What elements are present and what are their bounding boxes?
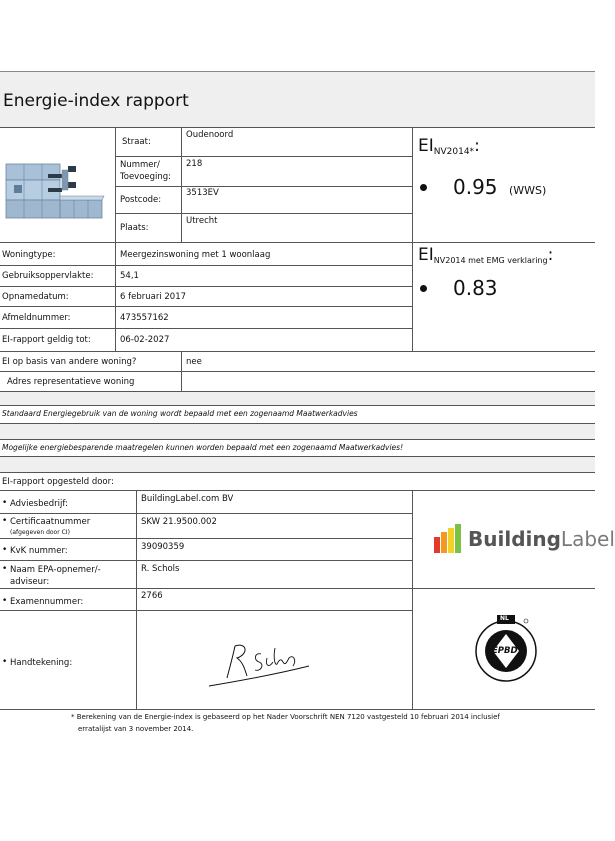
opgesteld-label: EI-rapport opgesteld door: — [2, 477, 114, 487]
spacer-band — [0, 456, 595, 472]
naam-value: R. Schols — [141, 564, 180, 574]
signature-image — [205, 636, 315, 691]
epbd-ring-text — [470, 683, 471, 684]
adviesbedrijf-value: BuildingLabel.com BV — [141, 494, 234, 504]
list-bullet: • — [2, 498, 8, 508]
woningtype-value: Meergezinswoning met 1 woonlaag — [120, 250, 271, 260]
oppervlakte-label: Gebruiksoppervlakte: — [2, 271, 94, 281]
geldig-value: 06-02-2027 — [120, 335, 170, 345]
adviesbedrijf-label: Adviesbedrijf: — [10, 499, 68, 509]
nummer-label: Nummer/ — [120, 160, 160, 170]
building-icon — [4, 160, 106, 222]
woningtype-label: Woningtype: — [2, 250, 56, 260]
opnamedatum-value: 6 februari 2017 — [120, 292, 187, 302]
list-bullet: • — [2, 596, 8, 606]
examen-label: Examennummer: — [10, 597, 84, 607]
ei-nv2014-value: 0.95 — [453, 175, 498, 199]
naam-label: Naam EPA-opnemer/- — [10, 565, 101, 575]
naam-label-2: adviseur: — [10, 577, 50, 587]
kvk-label: KvK nummer: — [10, 546, 68, 556]
postcode-value: 3513EV — [186, 188, 219, 198]
plaats-value: Utrecht — [186, 216, 218, 226]
epbd-badge: NL — [500, 615, 509, 622]
cert-sub-label: (afgegeven door CI) — [10, 529, 70, 536]
buildinglabel-logo-icon — [433, 521, 465, 555]
list-bullet: • — [2, 545, 8, 555]
cert-value: SKW 21.9500.002 — [141, 517, 217, 527]
examen-value: 2766 — [141, 591, 163, 601]
page-title: Energie-index rapport — [3, 91, 189, 111]
list-bullet: • — [2, 657, 8, 667]
spacer-band — [0, 391, 595, 405]
ei-emg-heading: $EI_{NV2014 met EMG verklaring}$: — [418, 245, 554, 265]
toevoeging-label: Toevoeging: — [120, 172, 172, 182]
list-bullet: • — [2, 516, 8, 526]
bullet-icon — [420, 285, 427, 292]
bullet-icon — [420, 184, 427, 191]
handtekening-label: Handtekening: — [10, 658, 73, 668]
list-bullet: • — [2, 564, 8, 574]
nummer-value: 218 — [186, 159, 203, 169]
plaats-label: Plaats: — [120, 223, 149, 233]
footnote-line-1: * Berekening van de Energie-index is gebaseerd op het Nader Voorschrift NEN 7120 vastgesteld 10 februari 2014 inclusief — [71, 713, 500, 721]
opnamedatum-label: Opnamedatum: — [2, 292, 69, 302]
kvk-value: 39090359 — [141, 542, 185, 552]
straat-value: Oudenoord — [186, 130, 234, 140]
note-maatregelen: Mogelijke energiebesparende maatregelen kunnen worden bepaald met een zogenaamd Maatwerkadvies! — [2, 443, 404, 452]
buildinglabel-logo-text: BuildingLabel — [468, 527, 615, 551]
ei-emg-value: 0.83 — [453, 276, 498, 300]
geldig-label: EI-rapport geldig tot: — [2, 335, 91, 345]
note-standaard: Standaard Energiegebruik van de woning wordt bepaald met een zogenaamd Maatwerkadvies — [2, 409, 358, 418]
afmeldnummer-label: Afmeldnummer: — [2, 313, 71, 323]
footnote-line-2: erratalijst van 3 november 2014. — [78, 725, 194, 733]
straat-label: Straat: — [122, 137, 151, 147]
cert-label: Certificaatnummer — [10, 517, 91, 527]
afmeldnummer-value: 473557162 — [120, 313, 169, 323]
andere-woning-value: nee — [186, 357, 202, 367]
adres-rep-label: Adres representatieve woning — [7, 377, 135, 387]
ei-unit: (WWS) — [509, 184, 547, 197]
ei-nv2014-heading: $EI_{NV2014*}$: — [418, 136, 480, 157]
oppervlakte-value: 54,1 — [120, 271, 139, 281]
andere-woning-label: EI op basis van andere woning? — [2, 357, 137, 367]
epbd-mark: EPBD — [492, 646, 518, 656]
postcode-label: Postcode: — [120, 195, 162, 205]
epbd-seal — [470, 613, 542, 685]
spacer-band — [0, 423, 595, 439]
